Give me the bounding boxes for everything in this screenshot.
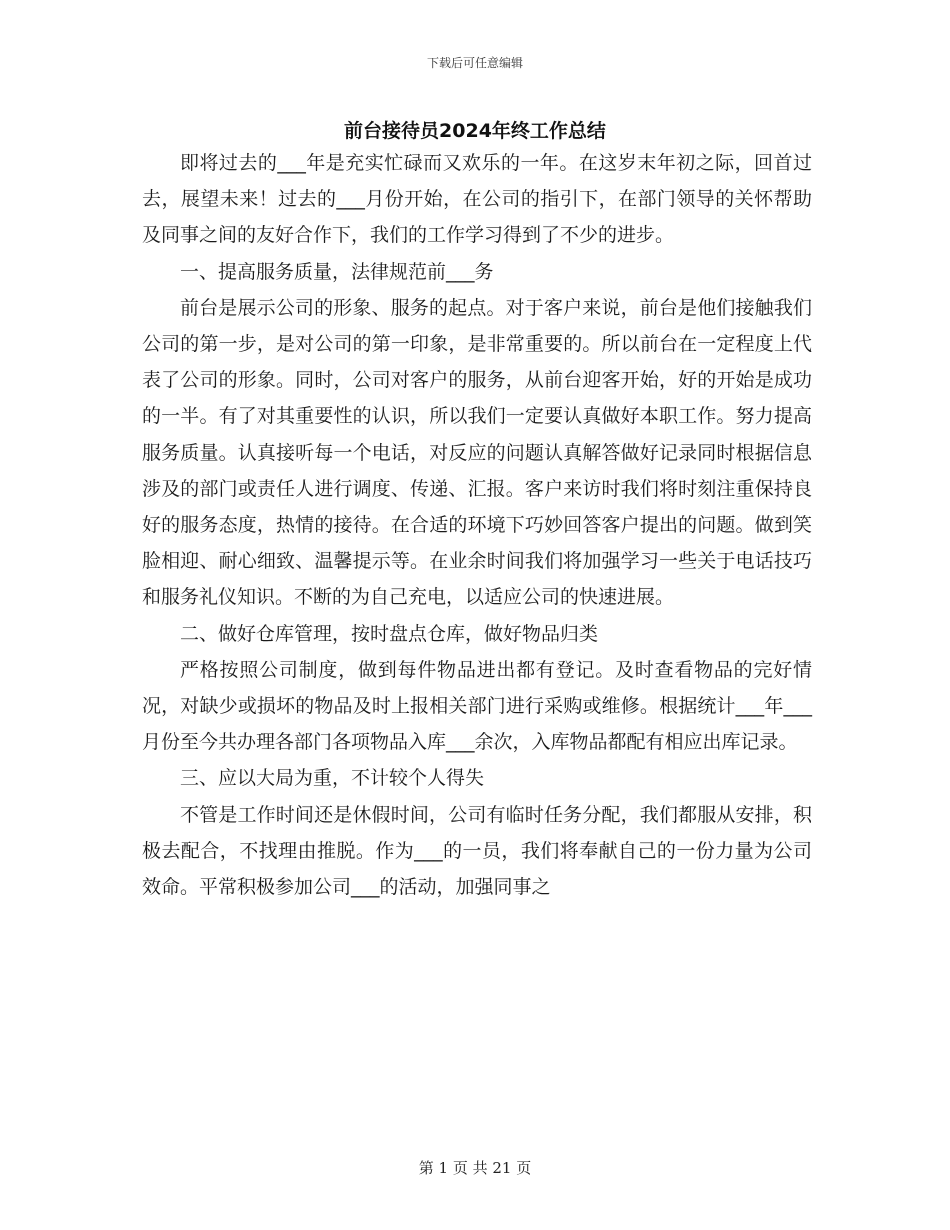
section-2-paragraph: 严格按照公司制度，做到每件物品进出都有登记。及时查看物品的完好情况，对缺少或损坏的物品及时上报相关部门进行采购或维修。根据统计___年___月份至今共办理各部门各项物品入库___余次，入库物品都配有相应出库记录。 <box>142 658 812 754</box>
document-title: 前台接待员2024年终工作总结 <box>344 120 606 142</box>
section-heading-2: 二、做好仓库管理，按时盘点仓库，做好物品归类 <box>180 622 599 645</box>
document-body <box>142 145 812 905</box>
section-heading-1: 一、提高服务质量，法律规范前___务 <box>180 260 494 283</box>
section-3-paragraph: 不管是工作时间还是休假时间，公司有临时任务分配，我们都服从安排，积极去配合，不找理由推脱。作为___的一员，我们将奉献自己的一份力量为公司效命。平常积极参加公司___的活动，加强同事之 <box>142 803 812 899</box>
section-heading-3: 三、应以大局为重，不计较个人得失 <box>180 767 485 790</box>
page-number-footer: 第 1 页 共 21 页 <box>418 1159 532 1177</box>
section-1-paragraph: 前台是展示公司的形象、服务的起点。对于客户来说，前台是他们接触我们公司的第一步，是对公司的第一印象，是非常重要的。所以前台在一定程度上代表了公司的形象。同时，公司对客户的服务，从前台迎客开始，好的开始是成功的一半。有了对其重要性的认识，所以我们一定要认真做好本职工作。努力提高服务质量。认真接听每一个电话，对反应的问题认真解答做好记录同时根据信息涉及的部门或责任人进行调度、传递、汇报。客户来访时我们将时刻注重保持良好的服务态度，热情的接待。在合适的环境下巧妙回答客户提出的问题。做到笑脸相迎、耐心细致、温馨提示等。在业余时间我们将加强学习一些关于电话技巧和服务礼仪知识。不断的为自己充电，以适应公司的快速进展。 <box>142 296 812 609</box>
intro-paragraph: 即将过去的___年是充实忙碌而又欢乐的一年。在这岁末年初之际，回首过去，展望未来！过去的___月份开始，在公司的指引下，在部门领导的关怀帮助及同事之间的友好合作下，我们的工作学习得到了不少的进步。 <box>142 152 812 247</box>
download-note: 下载后可任意编辑 <box>426 56 523 70</box>
